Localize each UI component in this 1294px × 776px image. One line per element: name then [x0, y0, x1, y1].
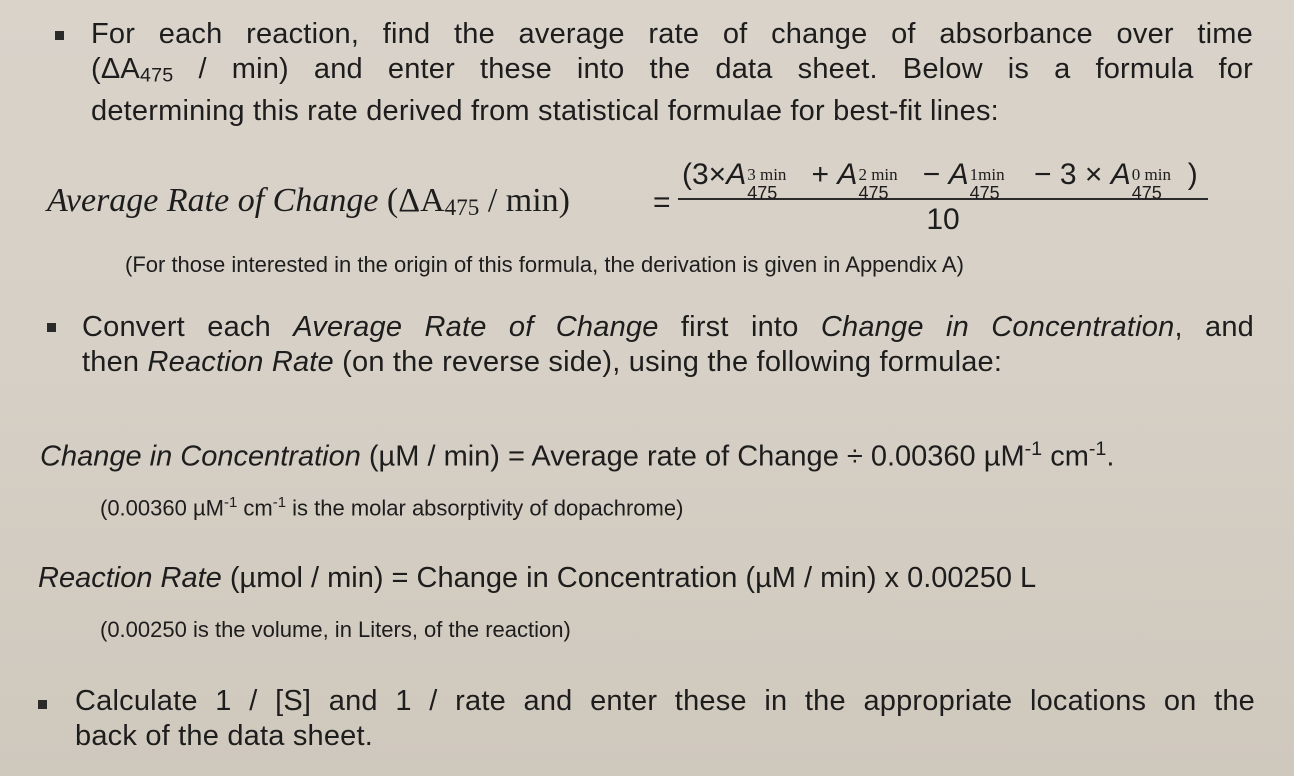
paragraph-line: determining this rate derived from statistical formulae for best-fit lines: — [91, 94, 999, 127]
formula-change-in-concentration: Change in Concentration (µM / min) = Average rate of Change ÷ 0.00360 µM$^{-1}$ $cm^{-1}$. — [40, 438, 1115, 473]
molar-absorptivity-note: (0.00360 µM$^{-1}$ $cm^{-1}$ is the molar absorptivity of dopachrome) — [100, 494, 684, 521]
bullet-marker — [47, 323, 56, 332]
bullet-marker — [38, 700, 47, 709]
paragraph-line: Calculate 1 / [S] and 1 / rate and enter these in the appropriate locations on the — [75, 685, 1255, 717]
paragraph-line: For each reaction, find the average rate of change of absorbance over time — [91, 18, 1253, 50]
paragraph-line: then Reaction Rate (on the reverse side), using the following formulae: — [82, 346, 1003, 378]
volume-note: (0.00250 is the volume, in Liters, of the reaction) — [100, 617, 571, 642]
derivation-note: (For those interested in the origin of this formula, the derivation is given in Appendix A) — [125, 252, 964, 277]
instruction-paragraph-average-rate — [91, 17, 1253, 129]
bullet-marker — [55, 31, 64, 40]
instruction-paragraph-convert — [82, 310, 1254, 380]
paragraph-line: Convert each Average Rate of Change first into Change in Concentration, and — [82, 311, 1255, 343]
formula-average-rate-lhs: Average Rate of Change (ΔA475 / min) — [47, 182, 571, 222]
fraction-denominator: 10 — [926, 203, 960, 236]
paragraph-line: back of the data sheet. — [75, 720, 374, 752]
instruction-paragraph-reciprocals — [75, 684, 1255, 754]
formula-reaction-rate: Reaction Rate (µmol / min) = Change in Concentration (µM / min) x 0.00250 L — [38, 562, 1037, 594]
formula-average-rate-fraction — [678, 153, 1208, 240]
paragraph-line: (ΔA475 / min) and enter these into the data sheet. Below is a formula for — [91, 53, 1253, 87]
equals-sign: = — [653, 186, 671, 219]
fraction-numerator: (3×A 3 min 475 + A 2 min 475 − A 1min 475 − 3 × A 0 min 475 ) — [682, 158, 1198, 203]
